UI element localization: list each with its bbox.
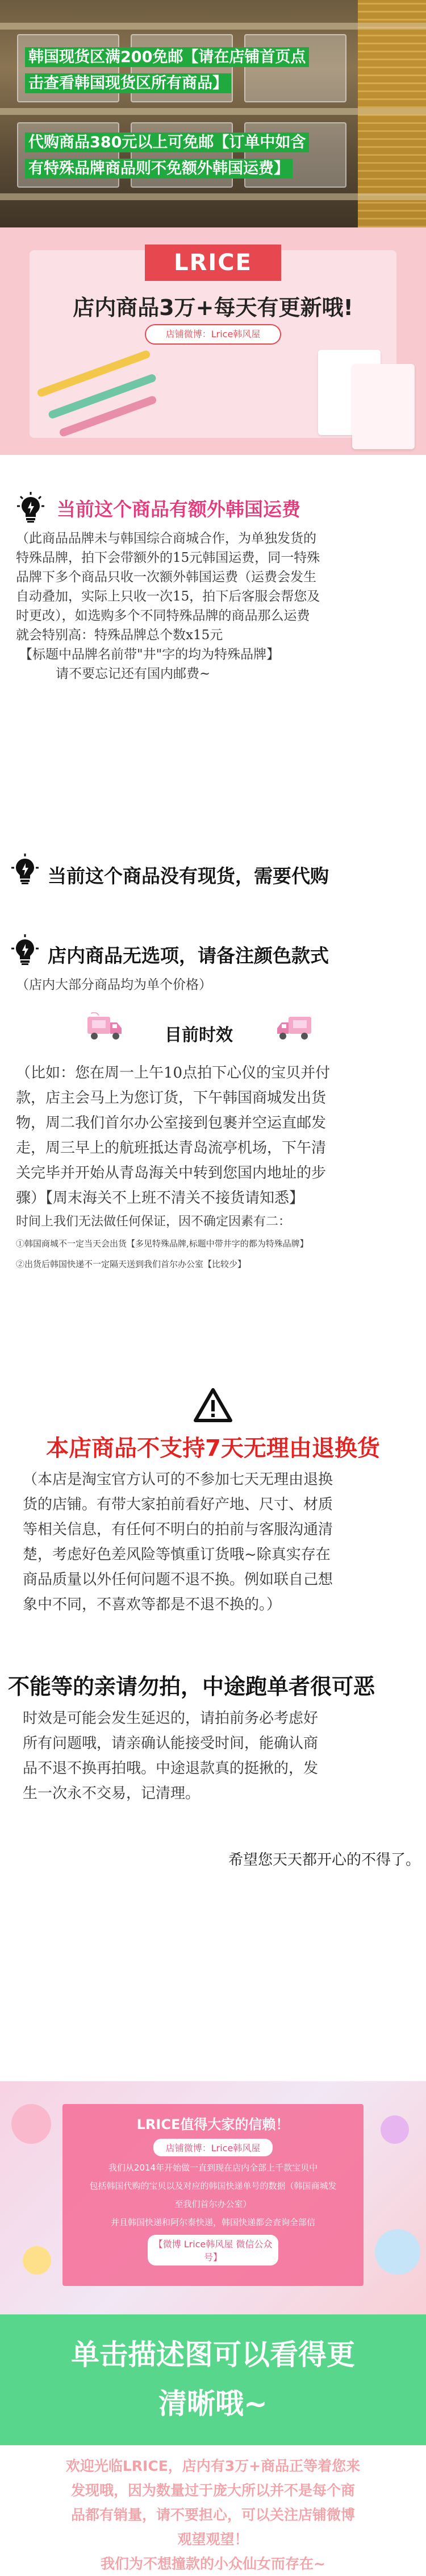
message-line: 我们为不想撞款的小众仙女而存在~ — [101, 2556, 325, 2572]
detail-line: ①韩国商城不一定当天会出货【多见特殊品牌,标题中带井字的都为特殊品牌】 — [16, 1239, 308, 1249]
timeliness-details — [16, 1061, 414, 1274]
weibo-tag[interactable]: 【微博 Lrice韩风屋 微信公众号】 — [148, 2235, 278, 2266]
trust-banner — [0, 2081, 426, 2314]
trust-text: 并且韩国快递和阿尔泰快递，韩国快递都会查询全部信 — [110, 2217, 315, 2227]
shelf-rail — [0, 23, 426, 30]
detail-line: 象中不同，不喜欢等都是不退不换的。） — [23, 1596, 282, 1613]
no-return-details — [23, 1467, 409, 1617]
trust-box — [62, 2104, 364, 2286]
shelf-rail — [0, 193, 426, 200]
trust-text: 包括韩国代购的宝贝以及对应的韩国快递单号的数据（韩国商城发 — [89, 2181, 337, 2191]
banner-headline: 店内商品3万+每天有更新哦! — [73, 295, 353, 320]
lightbulb-icon — [8, 933, 42, 967]
message-line: 观望观望！ — [177, 2531, 249, 2548]
warning-triangle-icon — [193, 1388, 233, 1423]
detail-line: （比如：您在周一上午10点拍下心仪的宝贝并付 — [16, 1065, 331, 1082]
footer-section — [0, 2314, 426, 2572]
detail-line: 商品质量以外任何问题不退不换。例如联自己想 — [23, 1571, 333, 1588]
brand-logo: LRICE — [145, 245, 281, 281]
trust-heading: LRICE值得大家的信赖！ — [136, 2117, 290, 2132]
price-note: （店内大部分商品均为单个价格） — [16, 978, 212, 992]
message-line: 发现哦，因为数量过于庞大所以并不是每个商 — [70, 2482, 355, 2499]
order-policy-section — [0, 916, 426, 2081]
detail-line: 生一次永不交易，记清理。 — [23, 1785, 201, 1802]
detail-line: 时更改），如选购多个不同特殊品牌的商品那么运费 — [16, 608, 310, 623]
store-notice-banner — [0, 0, 426, 227]
purchase-shipping-notice — [25, 130, 394, 182]
detail-line: 走，周三早上的航班抵达青岛流亭机场，下午清 — [16, 1140, 327, 1157]
section-title: 店内商品无选项，请备注颜色款式 — [48, 945, 329, 967]
welcome-message — [11, 2454, 415, 2576]
trust-text: 至我们首尔办公室） — [174, 2199, 252, 2209]
timeliness-title: 目前时效 — [165, 1025, 233, 1045]
message-line: 品都有销量，请不要担心，可以关注店铺微博 — [70, 2507, 355, 2523]
detail-line: 时效是可能会发生延迟的，请拍前务必考虑好 — [23, 1710, 319, 1727]
detail-line: 【标题中品牌名前带"井"字的均为特殊品牌】 — [19, 647, 280, 662]
detail-line: （此商品品牌未与韩国综合商城合作，为单独发货的 — [16, 531, 316, 546]
detail-line: 时间上我们无法做任何保证，因不确定因素有二： — [16, 1215, 291, 1229]
detail-line: 请不要忘记还有国内邮费~ — [56, 666, 211, 681]
section-title: 当前这个商品有额外韩国运费 — [57, 498, 300, 520]
shipping-fee-details — [16, 529, 414, 684]
notice-line: 有特殊品牌商品则不免额外韩国运费】 — [25, 159, 293, 179]
detail-line: 骤）【周末海关不上班不清关不接货请知悉】 — [16, 1190, 304, 1207]
notebook-decoration — [352, 364, 415, 449]
no-cancel-title: 不能等的亲请勿拍，中途跑单者很可恶 — [8, 1674, 375, 1699]
extra-shipping-section — [0, 455, 426, 830]
detail-line: 物，周二我们首尔办公室接到包裹并空运直邮发 — [16, 1115, 327, 1132]
detail-line: 所有问题哦，请亲确认能接受时间，能确认商 — [23, 1735, 319, 1752]
trust-text: 我们从2014年开始做一直到现在店内全部上千款宝贝中 — [108, 2163, 318, 2173]
detail-line: 关完毕并开始从青岛海关中转到您国内地址的步 — [16, 1165, 327, 1182]
lightbulb-icon — [14, 490, 48, 524]
decor-circle — [11, 2104, 51, 2144]
weibo-tag[interactable]: 店铺微博：Lrice韩风屋 — [145, 324, 281, 345]
notice-line: 代购商品380元以上可免邮【订单中如含 — [25, 132, 309, 152]
message-line: 欢迎光临LRICE，店内有3万+商品正等着您来 — [65, 2458, 361, 2474]
truck-icon — [275, 1012, 314, 1043]
decor-circle — [23, 2246, 51, 2275]
shelf-rail — [0, 108, 426, 115]
detail-line: 就会特别高：特殊品牌总个数x15元 — [16, 628, 223, 643]
tip-line: 清晰哦~ — [158, 2387, 268, 2420]
detail-line: 款，店主会马上为您订货，下午韩国商城发出货 — [16, 1090, 327, 1107]
decor-circle — [375, 2229, 420, 2275]
no-return-title: 本店商品不支持7天无理由退换货 — [46, 1435, 380, 1461]
lightbulb-icon — [8, 852, 42, 886]
tip-line: 单击描述图可以看得更 — [71, 2338, 355, 2371]
detail-line: 楚，考虑好色差风险等慎重订货哦~除真实存在 — [23, 1546, 331, 1563]
no-cancel-details — [23, 1706, 409, 1806]
section-title: 当前这个商品没有现货，需要代购 — [48, 865, 329, 887]
brand-banner — [0, 227, 426, 455]
detail-line: 品不退不换再拍哦。中途退款真的挺揪的，发 — [23, 1760, 319, 1777]
free-shipping-notice — [25, 44, 394, 97]
detail-line: （本店是淘宝官方认可的不参加七天无理由退换 — [23, 1471, 333, 1488]
detail-line: ②出货后韩国快递不一定隔天送到我们首尔办公室【比较少】 — [16, 1259, 247, 1269]
detail-line: 等相关信息，有任何不明白的拍前与客服沟通清 — [23, 1521, 333, 1538]
notice-line: 韩国现货区满200免邮【请在店铺首页点 — [25, 47, 309, 67]
decor-circle — [381, 2115, 409, 2144]
detail-line: 特殊品牌，拍下会带额外的15元韩国运费，同一特殊 — [16, 550, 320, 565]
sign-off: 希望您天天都开心的不得了。 — [228, 1852, 420, 1869]
truck-icon — [85, 1012, 124, 1043]
detail-line: 货的店铺。有带大家拍前看好产地、尺寸、材质 — [23, 1496, 333, 1513]
detail-line: 自动叠加，实际上只收一次15，拍下后客服会帮您及 — [16, 589, 320, 604]
tip-text — [11, 2330, 415, 2428]
detail-line: 品牌下多个商品只收一次额外韩国运费（运费会发生 — [16, 570, 316, 585]
no-stock-section — [0, 830, 426, 916]
notice-line: 击查看韩国现货区所有商品】 — [25, 73, 231, 93]
weibo-tag[interactable]: 店铺微博：Lrice韩风屋 — [153, 2139, 273, 2156]
